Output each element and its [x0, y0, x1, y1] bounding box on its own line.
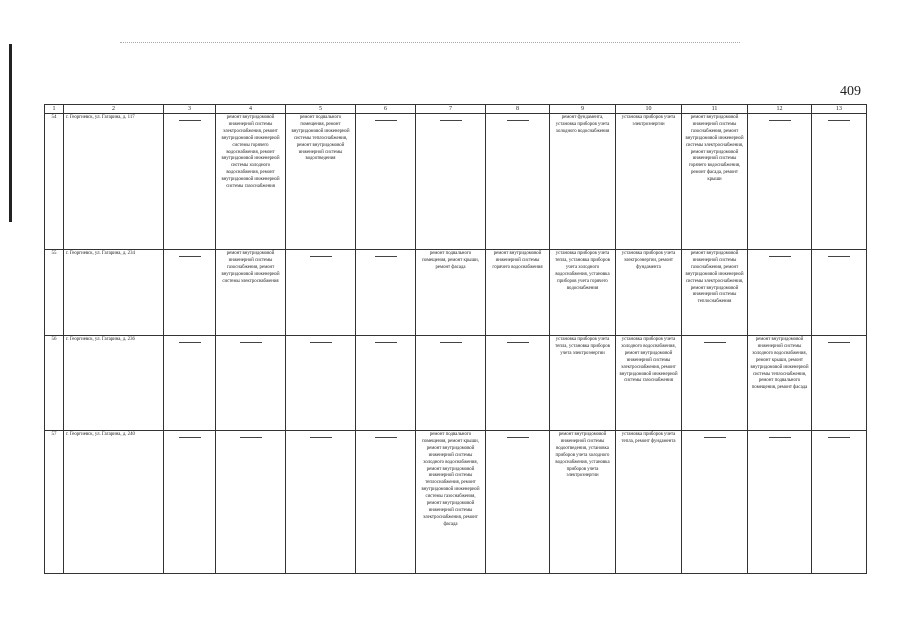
table-row — [45, 431, 867, 574]
table-row — [45, 250, 867, 336]
empty-cell — [416, 114, 486, 250]
column-header: 8 — [486, 105, 550, 114]
column-header: 13 — [812, 105, 867, 114]
empty-cell — [416, 336, 486, 431]
empty-cell — [356, 114, 416, 250]
column-header: 1 — [45, 105, 64, 114]
scan-artifact-line — [120, 42, 740, 45]
dash-mark — [375, 256, 397, 257]
empty-cell — [164, 114, 216, 250]
table-row — [45, 114, 867, 250]
empty-cell — [164, 336, 216, 431]
column-header: 7 — [416, 105, 486, 114]
empty-cell — [486, 114, 550, 250]
work-cell: ремонт внутридомовой инженерной системы водоотведения, установка приборов учета холодного водоснабжения, установка приборов учета электроэнергии — [550, 431, 616, 574]
work-cell: установка приборов учета тепла, установка приборов учета электроэнергии — [550, 336, 616, 431]
work-cell: установка приборов учета электроэнергии, ремонт фундамента — [616, 250, 682, 336]
dash-mark — [507, 437, 529, 438]
scan-margin-mark — [9, 44, 12, 222]
repair-schedule-table — [44, 104, 867, 574]
empty-cell — [286, 431, 356, 574]
row-number: 54 — [45, 114, 64, 250]
dash-mark — [507, 120, 529, 121]
empty-cell — [286, 250, 356, 336]
dash-mark — [704, 437, 726, 438]
column-header: 6 — [356, 105, 416, 114]
work-cell: ремонт внутридомовой инженерной системы газоснабжения, ремонт внутридомовой инженерной системы электроснабжения, ремонт внутридомовой инженерной системы горячего водоснабжения, ремонт фасада, ремонт крыши — [682, 114, 748, 250]
empty-cell — [216, 431, 286, 574]
column-header: 12 — [748, 105, 812, 114]
empty-cell — [748, 250, 812, 336]
empty-cell — [356, 336, 416, 431]
empty-cell — [356, 431, 416, 574]
address-cell: г. Георгиевск, ул. Гагарина, д. 240 — [64, 431, 164, 574]
work-cell: ремонт подвального помещения, ремонт крыши, ремонт фасада — [416, 250, 486, 336]
work-cell: ремонт подвального помещения, ремонт крыши, ремонт внутридомовой инженерной системы холодного водоснабжения, ремонт внутридомовой инженерной системы теплоснабжения, ремонт внутридомовой инженерной системы газоснабжения, ремонт внутридомовой инженерной системы электроснабжения, ремонт фасада — [416, 431, 486, 574]
empty-cell — [682, 431, 748, 574]
header-row — [45, 105, 867, 114]
dash-mark — [179, 256, 201, 257]
work-cell: ремонт подвального помещения, ремонт внутридомовой инженерной системы теплоснабжения, ремонт внутридомовой инженерной системы водоотведения — [286, 114, 356, 250]
work-cell: установка приборов учета холодного водоснабжения, ремонт внутридомовой инженерной системы электроснабжения, ремонт внутридомовой инженерной системы газоснабжения — [616, 336, 682, 431]
dash-mark — [179, 342, 201, 343]
dash-mark — [179, 437, 201, 438]
row-number: 56 — [45, 336, 64, 431]
work-cell: ремонт внутридомовой инженерной системы холодного водоснабжения, ремонт крыши, ремонт внутридомовой инженерной системы теплоснабжения, ремонт подвального помещения, ремонт фасада — [748, 336, 812, 431]
dash-mark — [507, 342, 529, 343]
dash-mark — [828, 342, 850, 343]
dash-mark — [240, 342, 262, 343]
dash-mark — [310, 342, 332, 343]
work-cell: ремонт фундамента, установка приборов учета холодного водоснабжения — [550, 114, 616, 250]
work-cell: установка приборов учета тепла, установка приборов учета холодного водоснабжения, установка приборов учета горячего водоснабжения — [550, 250, 616, 336]
column-header: 9 — [550, 105, 616, 114]
dash-mark — [769, 120, 791, 121]
work-cell: установка приборов учета электроэнергии — [616, 114, 682, 250]
empty-cell — [812, 336, 867, 431]
empty-cell — [286, 336, 356, 431]
column-header: 5 — [286, 105, 356, 114]
address-cell: г. Георгиевск, ул. Гагарина, д. 117 — [64, 114, 164, 250]
table-row — [45, 336, 867, 431]
empty-cell — [812, 114, 867, 250]
dash-mark — [440, 120, 462, 121]
dash-mark — [828, 437, 850, 438]
empty-cell — [682, 336, 748, 431]
address-cell: г. Георгиевск, ул. Гагарина, д. 236 — [64, 336, 164, 431]
address-cell: г. Георгиевск, ул. Гагарина, д. 234 — [64, 250, 164, 336]
dash-mark — [769, 437, 791, 438]
empty-cell — [812, 250, 867, 336]
dash-mark — [310, 256, 332, 257]
row-number: 57 — [45, 431, 64, 574]
column-header: 2 — [64, 105, 164, 114]
dash-mark — [375, 342, 397, 343]
empty-cell — [356, 250, 416, 336]
column-header: 4 — [216, 105, 286, 114]
empty-cell — [486, 431, 550, 574]
dash-mark — [828, 120, 850, 121]
empty-cell — [164, 431, 216, 574]
dash-mark — [310, 437, 332, 438]
row-number: 55 — [45, 250, 64, 336]
empty-cell — [216, 336, 286, 431]
dash-mark — [375, 437, 397, 438]
work-cell: ремонт внутридомовой инженерной системы газоснабжения, ремонт внутридомовой инженерной системы электроснабжения — [216, 250, 286, 336]
empty-cell — [748, 114, 812, 250]
dash-mark — [440, 342, 462, 343]
work-cell: ремонт внутридомовой инженерной системы электроснабжения, ремонт внутридомовой инженерной системы горячего водоснабжения, ремонт внутридомовой инженерной системы холодного водоснабжения, ремонт внутридомовой инженерной системы газоснабжения — [216, 114, 286, 250]
work-cell: ремонт внутридомовой инженерной системы горячего водоснабжения — [486, 250, 550, 336]
dash-mark — [375, 120, 397, 121]
work-cell: ремонт внутридомовой инженерной системы газоснабжения, ремонт внутридомовой инженерной системы электроснабжения, ремонт внутридомовой инженерной системы теплоснабжения — [682, 250, 748, 336]
column-header: 10 — [616, 105, 682, 114]
empty-cell — [164, 250, 216, 336]
dash-mark — [704, 342, 726, 343]
dash-mark — [769, 256, 791, 257]
empty-cell — [812, 431, 867, 574]
dash-mark — [240, 437, 262, 438]
dash-mark — [179, 120, 201, 121]
empty-cell — [748, 431, 812, 574]
work-cell: установка приборов учета тепла, ремонт фундамента — [616, 431, 682, 574]
column-header: 3 — [164, 105, 216, 114]
empty-cell — [486, 336, 550, 431]
column-header: 11 — [682, 105, 748, 114]
page-number: 409 — [840, 84, 861, 99]
dash-mark — [828, 256, 850, 257]
